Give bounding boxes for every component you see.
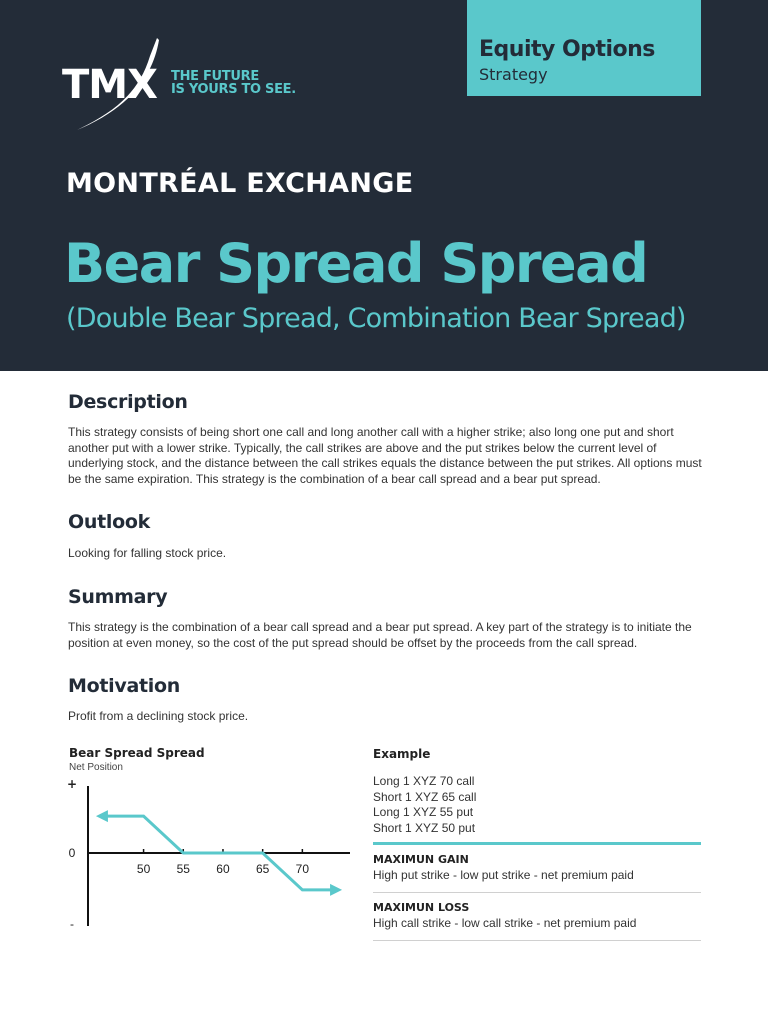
loss-divider	[373, 940, 701, 941]
max-loss-text: High call strike - low call strike - net premium paid	[373, 916, 637, 930]
tmx-logo	[60, 36, 300, 136]
x-tick-label: 55	[176, 862, 190, 876]
logo-text: TMX	[62, 62, 157, 108]
y-tick-plus: +	[66, 777, 78, 791]
page-subtitle: (Double Bear Spread, Combination Bear Spread)	[66, 303, 686, 334]
x-tick-label: 50	[136, 862, 151, 876]
arrow-right-icon	[330, 884, 342, 896]
motivation-text: Profit from a declining stock price.	[68, 709, 249, 723]
example-line: Long 1 XYZ 55 put	[373, 805, 474, 819]
exchange-name: MONTRÉAL EXCHANGE	[66, 168, 414, 199]
logo-slogan	[171, 70, 296, 96]
example-line: Short 1 XYZ 50 put	[373, 820, 476, 835]
max-gain-text: High put strike - low put strike - net premium paid	[373, 868, 634, 882]
y-tick-minus: -	[70, 917, 74, 931]
x-tick-label: 65	[255, 862, 270, 876]
description-text: This strategy consists of being short one call and long another call with a higher strike; also long one put and short another put with a lower strike. Typically, the call strikes are above and the put strikes below the current level of underlying stock, and the distance between the call strikes equals the distance between the put strikes. All options must be the same expiration. This strategy is the combination of a bear call spread and a bear put spread.	[68, 425, 702, 486]
summary-heading: Summary	[68, 586, 168, 608]
tag-title: Equity Options	[479, 37, 655, 62]
example-lines	[373, 774, 476, 836]
summary-text: This strategy is the combination of a bear call spread and a bear put spread. A key part of the strategy is to initiate the position at even money, so the cost of the put spread should be offset by the proceeds from the call spread.	[68, 620, 692, 650]
example-heading: Example	[373, 747, 431, 761]
y-tick-zero: 0	[68, 846, 76, 860]
example-divider	[373, 842, 701, 845]
slogan-line-1: THE FUTURE	[171, 69, 259, 84]
example-line: Short 1 XYZ 65 call	[373, 789, 477, 804]
page-title: Bear Spread Spread	[64, 232, 648, 295]
description-heading: Description	[68, 391, 188, 413]
outlook-text: Looking for falling stock price.	[68, 546, 227, 560]
slogan-line-2: IS YOURS TO SEE.	[171, 82, 296, 97]
gain-divider	[373, 892, 701, 893]
motivation-heading: Motivation	[68, 675, 180, 697]
strategy-tag	[467, 0, 701, 96]
chart-subtitle: Net Position	[69, 762, 123, 773]
payoff-chart	[60, 774, 360, 934]
example-line: Long 1 XYZ 70 call	[373, 774, 475, 788]
header-banner	[0, 0, 768, 371]
tag-subtitle: Strategy	[479, 65, 548, 84]
x-tick-label: 60	[216, 862, 230, 876]
max-loss-heading: MAXIMUN LOSS	[373, 901, 470, 914]
outlook-heading: Outlook	[68, 511, 150, 533]
chart-title: Bear Spread Spread	[69, 746, 205, 760]
max-gain-heading: MAXIMUN GAIN	[373, 853, 469, 866]
arrow-left-icon	[96, 810, 108, 822]
x-tick-label: 70	[295, 862, 310, 876]
